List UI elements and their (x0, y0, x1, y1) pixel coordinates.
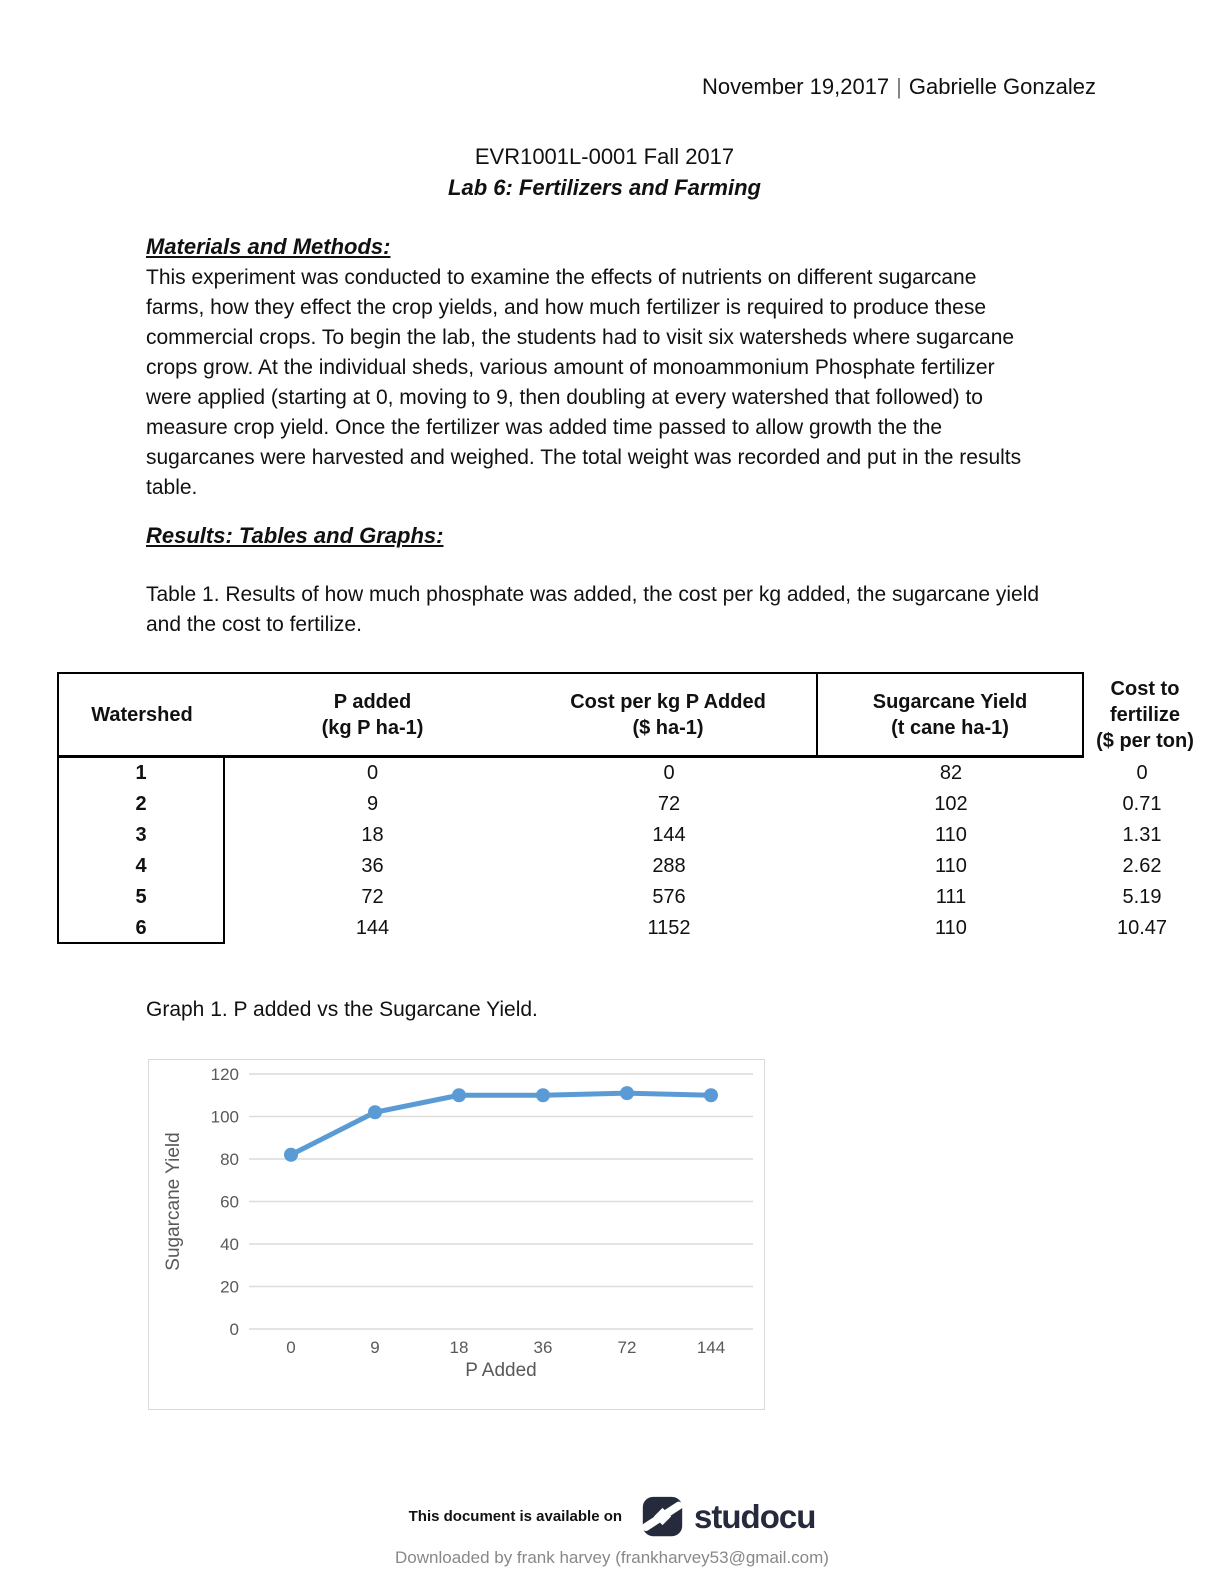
table-cell: 10.47 (1116, 917, 1168, 939)
header-date-author (702, 74, 1096, 100)
svg-text:0: 0 (286, 1338, 296, 1357)
table-header-sugarcane-yield: Sugarcane Yield (t cane ha-1) (818, 672, 1084, 758)
header-author: Gabrielle Gonzalez (908, 74, 1096, 99)
svg-text:80: 80 (220, 1150, 239, 1169)
table-cell: 1 (57, 758, 225, 789)
studocu-logo (640, 1494, 815, 1539)
svg-text:36: 36 (533, 1338, 553, 1357)
table-header-cost-to-fertilize: Cost to fertilize ($ per ton) (1096, 678, 1194, 752)
table-cell: 576 (652, 886, 686, 908)
svg-text:72: 72 (617, 1338, 637, 1357)
materials-methods-paragraph (146, 263, 1146, 503)
table-cell: 0 (1136, 762, 1148, 784)
text-line: This experiment was conducted to examine the effects of nutrients on different sugarcane (146, 266, 977, 289)
table-cell: 72 (657, 793, 681, 815)
table-caption (146, 580, 1146, 640)
course-title: EVR1001L-0001 Fall 2017 (474, 144, 735, 169)
svg-text:0: 0 (229, 1320, 239, 1339)
table-cell: 1152 (647, 917, 691, 939)
table-cell: 72 (361, 886, 384, 908)
svg-text:100: 100 (210, 1107, 239, 1127)
text-line: Table 1. Results of how much phosphate was added, the cost per kg added, the sugarcane yield (146, 583, 1040, 606)
svg-text:18: 18 (449, 1338, 469, 1357)
text-line: measure crop yield. Once the fertilizer was added time passed to allow growth the the (146, 416, 943, 439)
table-cell: 110 (935, 917, 967, 939)
svg-text:Sugarcane Yield: Sugarcane Yield (163, 1132, 184, 1271)
table-cell: 5 (57, 882, 225, 913)
svg-text:20: 20 (220, 1277, 239, 1297)
table-header-cost-per-kg: Cost per kg P Added ($ ha-1) (520, 672, 818, 758)
footer-availability (0, 1494, 1224, 1539)
table-header-watershed: Watershed (57, 672, 225, 758)
results-heading: Results: Tables and Graphs: (146, 523, 444, 548)
table-cell: 5.19 (1122, 886, 1162, 908)
table-cell: 110 (935, 824, 967, 846)
table-cell: 0 (663, 762, 675, 784)
svg-text:40: 40 (220, 1235, 239, 1254)
text-line: and the cost to fertilize. (146, 613, 362, 636)
table-cell: 82 (939, 762, 963, 784)
table-cell: 2 (57, 789, 225, 820)
svg-text:9: 9 (370, 1338, 380, 1357)
table-cell: 4 (57, 851, 225, 882)
table-cell: 36 (361, 855, 384, 877)
downloaded-by-text: Downloaded by frank harvey (frankharvey53@gmail.com) (395, 1548, 829, 1567)
text-line: table. (146, 476, 198, 499)
lab-title: Lab 6: Fertilizers and Farming (448, 175, 761, 200)
svg-text:P Added: P Added (465, 1360, 537, 1381)
materials-methods-heading: Materials and Methods: (146, 234, 391, 259)
graph-caption: Graph 1. P added vs the Sugarcane Yield. (146, 998, 538, 1021)
table-cell: 3 (57, 820, 225, 851)
table-cell: 144 (652, 824, 686, 846)
table-header-p-added: P added (kg P ha-1) (225, 672, 520, 758)
table-cell: 288 (652, 855, 686, 877)
table-cell: 110 (935, 855, 967, 877)
svg-text:144: 144 (696, 1338, 726, 1357)
text-line: commercial crops. To begin the lab, the students had to visit six watersheds where sugarcane (146, 326, 1015, 349)
table-cell: 9 (366, 793, 379, 815)
table-cell: 18 (361, 824, 384, 846)
table-cell: 144 (355, 917, 390, 939)
text-line: sugarcanes were harvested and weighed. The total weight was recorded and put in the results (146, 446, 1022, 469)
header-date: November 19,2017 (702, 74, 890, 99)
yield-chart-svg (149, 1060, 764, 1409)
available-on-text: This document is available on (408, 1508, 623, 1525)
table-cell: 1.31 (1122, 824, 1162, 846)
studocu-icon (640, 1494, 685, 1539)
table-cell: 111 (935, 886, 967, 908)
table-cell: 0.71 (1122, 793, 1162, 815)
table-cell: 6 (57, 913, 225, 944)
table-cell: 102 (934, 793, 968, 815)
table-cell: 0 (366, 762, 379, 784)
yield-line-chart (148, 1059, 765, 1410)
results-table (57, 672, 1200, 944)
table-cell: 2.62 (1122, 855, 1162, 877)
text-line: farms, how they effect the crop yields, and how much fertilizer is required to produce these (146, 296, 987, 319)
header-separator: | (896, 74, 902, 99)
studocu-wordmark: studocu (694, 1498, 816, 1535)
svg-text:60: 60 (220, 1192, 239, 1212)
svg-text:120: 120 (210, 1065, 239, 1084)
text-line: were applied (starting at 0, moving to 9, then doubling at every watershed that followed) to (146, 386, 983, 409)
text-line: crops grow. At the individual sheds, various amount of monoammonium Phosphate fertilizer (146, 356, 995, 379)
